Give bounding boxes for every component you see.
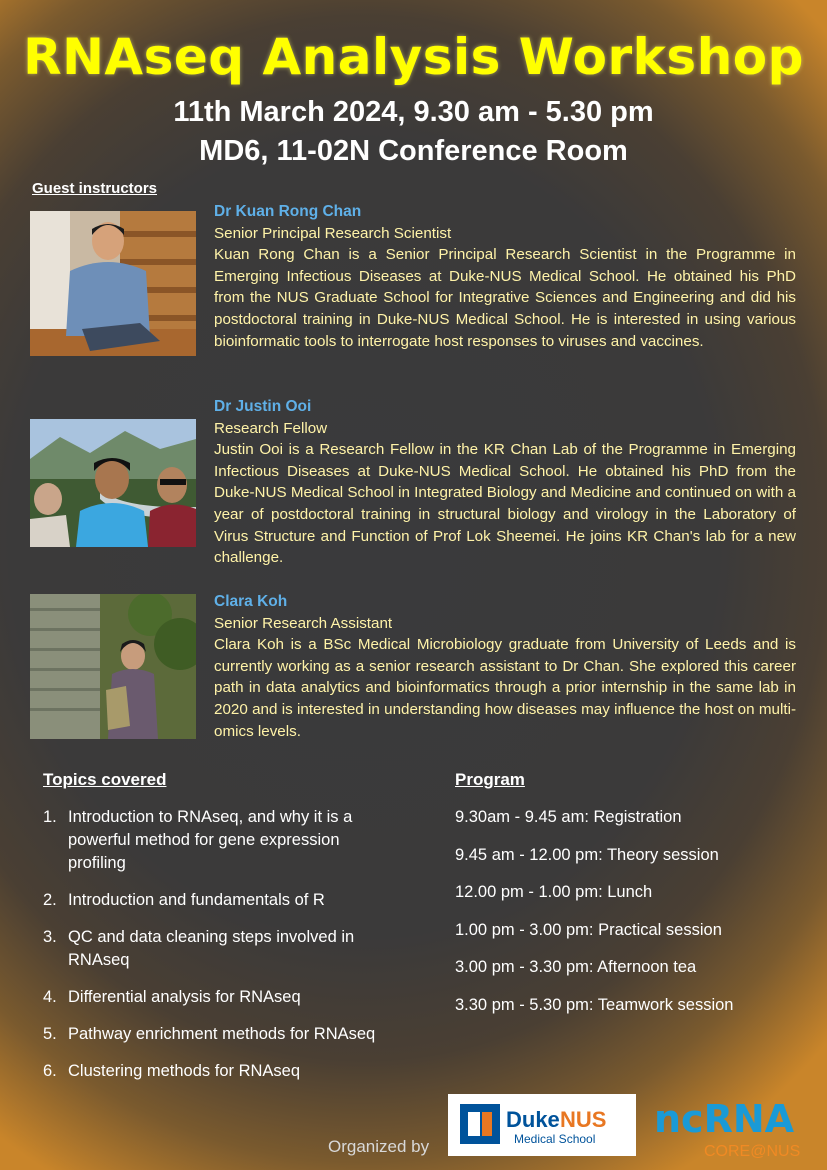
svg-text:Duke: Duke (506, 1107, 560, 1132)
list-item (43, 1023, 398, 1046)
instructor-name: Clara Koh (214, 593, 288, 610)
svg-text:ncRNA: ncRNA (654, 1097, 795, 1141)
svg-text:Medical School: Medical School (514, 1132, 596, 1146)
duke-nus-logo (448, 1094, 636, 1156)
topic-number: 3. (43, 928, 57, 946)
ncrna-core-logo (652, 1092, 812, 1162)
instructor-photo-ooi (30, 419, 196, 547)
instructor-description: Kuan Rong Chan is a Senior Principal Research Scientist in the Programme in Emerging Infectious Diseases at Duke-NUS Medical School. He obtained his PhD from the NUS Graduate School for Integrative Sciences and Engineering and did his postdoctoral training in Duke-NUS Medical School. He is interested in using various bioinformatic tools to interrogate host responses to viruses and vaccines. (214, 246, 796, 350)
workshop-date-time: 11th March 2024, 9.30 am - 5.30 pm (173, 96, 654, 128)
list-item: 3.00 pm - 3.30 pm: Afternoon tea (455, 958, 697, 977)
topic-number: 2. (43, 891, 57, 909)
instructor-description: Clara Koh is a BSc Medical Microbiology graduate from University of Leeds and is currently working as a senior research assistant to Dr Chan. She explored this career path in data analytics and bioinformatics through a prior internship in the same lab in 2020 and is interested in understanding how diseases may influence the host on multi-omics levels. (214, 636, 796, 740)
instructor-bio-chan (214, 201, 796, 352)
list-item: 1.00 pm - 3.00 pm: Practical session (455, 920, 722, 939)
svg-text:NUS: NUS (560, 1107, 607, 1132)
instructor-photo-koh (30, 594, 196, 739)
instructor-description: Justin Ooi is a Research Fellow in the KR Chan Lab of the Programme in Emerging Infectious Diseases at Duke-NUS Medical School. He obtained his PhD from the Duke-NUS Medical School in Integrated Biology and Medicine and continued on with a year of postdoctoral training in structural biology and virology in the Laboratory of Virus Structure and Function of Prof Lok Sheemei. He joins KR Chan's lab for a new challenge. (214, 441, 796, 567)
topics-list (43, 806, 398, 1083)
topic-text: Pathway enrichment methods for RNAseq (68, 1025, 376, 1043)
topics-section (43, 770, 398, 1097)
instructor-name: Dr Kuan Rong Chan (214, 203, 362, 220)
list-item (43, 926, 398, 972)
topic-number: 6. (43, 1062, 57, 1080)
instructor-role: Senior Research Assistant (214, 614, 393, 632)
organized-by-label: Organized by (328, 1137, 430, 1156)
topic-number: 1. (43, 808, 57, 826)
list-item (43, 986, 398, 1009)
instructor-name: Dr Justin Ooi (214, 398, 312, 415)
guest-instructors-heading: Guest instructors (32, 180, 158, 197)
list-item: 12.00 pm - 1.00 pm: Lunch (455, 883, 653, 902)
list-item: 9.45 am - 12.00 pm: Theory session (455, 845, 719, 864)
topic-number: 5. (43, 1025, 57, 1043)
topic-text: Clustering methods for RNAseq (68, 1062, 301, 1080)
topics-heading: Topics covered (43, 770, 167, 789)
program-list (455, 806, 805, 1017)
topic-text: Differential analysis for RNAseq (68, 988, 301, 1006)
topic-number: 4. (43, 988, 57, 1006)
list-item (43, 806, 398, 875)
instructor-role: Research Fellow (214, 419, 328, 437)
program-section (455, 770, 805, 1032)
workshop-venue: MD6, 11-02N Conference Room (199, 135, 628, 167)
list-item: 9.30am - 9.45 am: Registration (455, 808, 682, 826)
workshop-title: RNAseq Analysis Workshop (23, 28, 804, 86)
instructor-bio-koh (214, 591, 796, 742)
instructor-bio-ooi (214, 396, 796, 569)
topic-text: Introduction and fundamentals of R (68, 891, 325, 909)
svg-text:CORE@NUS: CORE@NUS (704, 1143, 801, 1160)
program-heading: Program (455, 770, 525, 789)
list-item (43, 889, 398, 912)
list-item (43, 1060, 398, 1083)
instructor-role: Senior Principal Research Scientist (214, 224, 452, 242)
topic-text: Introduction to RNAseq, and why it is a powerful method for gene expression profiling (68, 808, 353, 872)
topic-text: QC and data cleaning steps involved in RNAseq (68, 928, 355, 969)
instructor-photo-chan (30, 211, 196, 356)
list-item: 3.30 pm - 5.30 pm: Teamwork session (455, 995, 734, 1014)
